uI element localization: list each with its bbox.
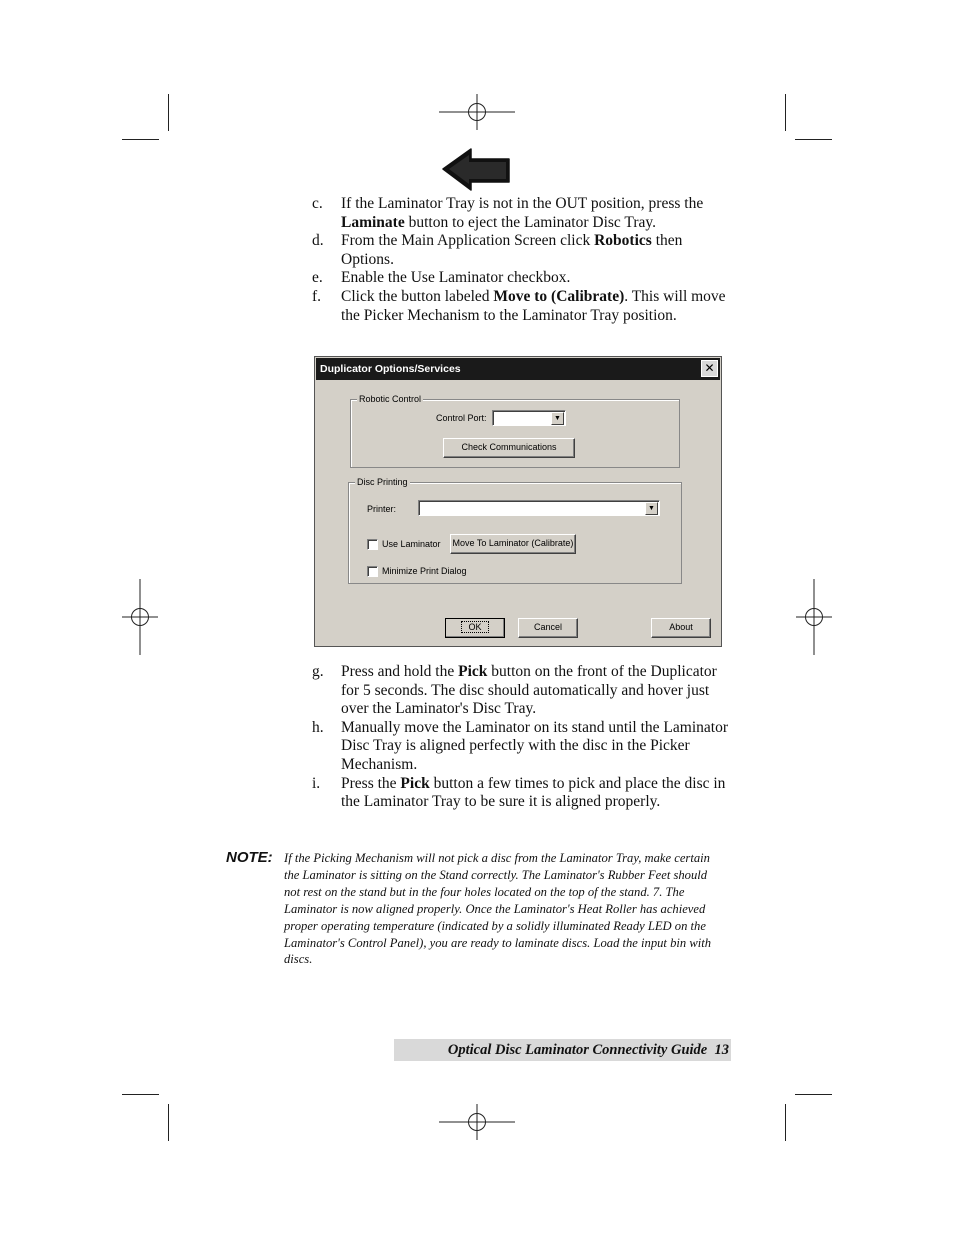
printer-label: Printer:	[367, 504, 397, 514]
crop-mark	[795, 139, 832, 140]
step-text: . This will move the Picker Mechanism to the Laminator Tray position.	[341, 287, 726, 324]
step-letter: i.	[312, 774, 321, 792]
registration-mark-icon	[439, 1084, 515, 1160]
cancel-button[interactable]: Cancel	[518, 618, 578, 638]
step-text: Click the button labeled	[341, 287, 494, 305]
disc-printing-label: Disc Printing	[357, 477, 408, 487]
step-item	[312, 288, 732, 325]
minimize-print-dialog-label: Minimize Print Dialog	[382, 566, 467, 576]
steps-top-list	[312, 195, 732, 325]
step-text: Enable the Use Laminator checkbox.	[341, 269, 571, 287]
step-item	[312, 195, 732, 232]
robotic-control-label: Robotic Control	[359, 394, 422, 404]
step-text: button a few times to pick and place the disc in the Laminator Tray to be sure it is aligned properly.	[341, 774, 726, 811]
registration-mark-icon	[102, 579, 178, 655]
control-port-select[interactable]	[492, 410, 566, 426]
chevron-down-icon[interactable]: ▼	[551, 412, 564, 425]
move-to-laminator-button[interactable]: Move To Laminator (Calibrate)	[450, 534, 576, 554]
step-letter: g.	[312, 663, 324, 680]
crop-mark	[785, 1104, 786, 1141]
about-button[interactable]: About	[651, 618, 711, 638]
step-bold-text: Laminate	[341, 213, 405, 231]
note-label: NOTE:	[226, 849, 273, 866]
close-button[interactable]	[701, 360, 718, 377]
step-letter: e.	[312, 269, 323, 287]
minimize-print-dialog-checkbox[interactable]	[367, 566, 378, 577]
step-bold-text: Robotics	[594, 232, 652, 250]
options-dialog	[314, 356, 722, 647]
crop-mark	[785, 94, 786, 131]
chevron-down-icon[interactable]: ▼	[645, 502, 658, 515]
crop-mark	[122, 139, 159, 140]
step-text: Manually move the Laminator on its stand until the Laminator Disc Tray is aligned perfectly with the disc in the Picker Mechanism.	[341, 718, 728, 773]
ok-button-label: OK	[462, 622, 487, 632]
step-bold-text: Pick	[400, 774, 430, 792]
step-bold-text: Pick	[458, 663, 488, 680]
step-text: If the Laminator Tray is not in the OUT position, press the	[341, 195, 704, 212]
step-text: Press the	[341, 774, 401, 792]
registration-mark-icon	[439, 74, 515, 150]
step-item	[312, 775, 732, 812]
close-icon: ✕	[704, 361, 715, 375]
step-letter: c.	[312, 195, 323, 212]
step-item	[312, 232, 732, 269]
page-footer	[394, 1039, 731, 1061]
left-arrow-icon	[441, 146, 513, 192]
step-item	[312, 663, 732, 719]
step-text: Press and hold the	[341, 663, 459, 680]
crop-mark	[168, 1104, 169, 1141]
step-item	[312, 269, 732, 288]
printer-select[interactable]	[418, 500, 660, 516]
dialog-title: Duplicator Options/Services	[316, 358, 720, 380]
step-text: button to eject the Laminator Disc Tray.	[404, 213, 656, 231]
footer-title: Optical Disc Laminator Connectivity Guide	[447, 1042, 708, 1058]
steps-bottom-list	[312, 663, 732, 812]
use-laminator-label: Use Laminator	[382, 539, 441, 549]
step-letter: h.	[312, 718, 324, 736]
ok-button[interactable]	[445, 618, 505, 638]
step-text: From the Main Application Screen click	[341, 232, 595, 250]
step-item	[312, 719, 732, 775]
crop-mark	[122, 1094, 159, 1095]
crop-mark	[795, 1094, 832, 1095]
crop-mark	[168, 94, 169, 131]
control-port-label: Control Port:	[436, 413, 487, 423]
step-bold-text: Move to (Calibrate)	[493, 287, 625, 305]
registration-mark-icon	[776, 579, 852, 655]
step-text: button on the front of the Duplicator for 5 seconds. The disc should automatically and hover just over the Laminator's Disc Tray.	[341, 663, 717, 718]
note-body: If the Picking Mechanism will not pick a disc from the Laminator Tray, make certain the Laminator is sitting on the Stand correctly. The Laminator's Rubber Feet should not rest on the stand but in the four holes located on the top of the stand. 7. The Laminator is now aligned properly. Once the Laminator's Heat Roller has achieved proper operating temperature (indicated by a solidly illuminated Ready LED on the Laminator's Control Panel), you are ready to laminate discs. Load the input bin with discs.	[284, 851, 712, 967]
use-laminator-checkbox[interactable]	[367, 539, 378, 550]
step-letter: d.	[312, 232, 324, 250]
page-number: 13	[714, 1042, 729, 1058]
check-communications-button[interactable]: Check Communications	[443, 438, 575, 458]
note-text	[284, 850, 726, 968]
step-letter: f.	[312, 287, 322, 305]
step-text: then Options.	[341, 232, 683, 268]
